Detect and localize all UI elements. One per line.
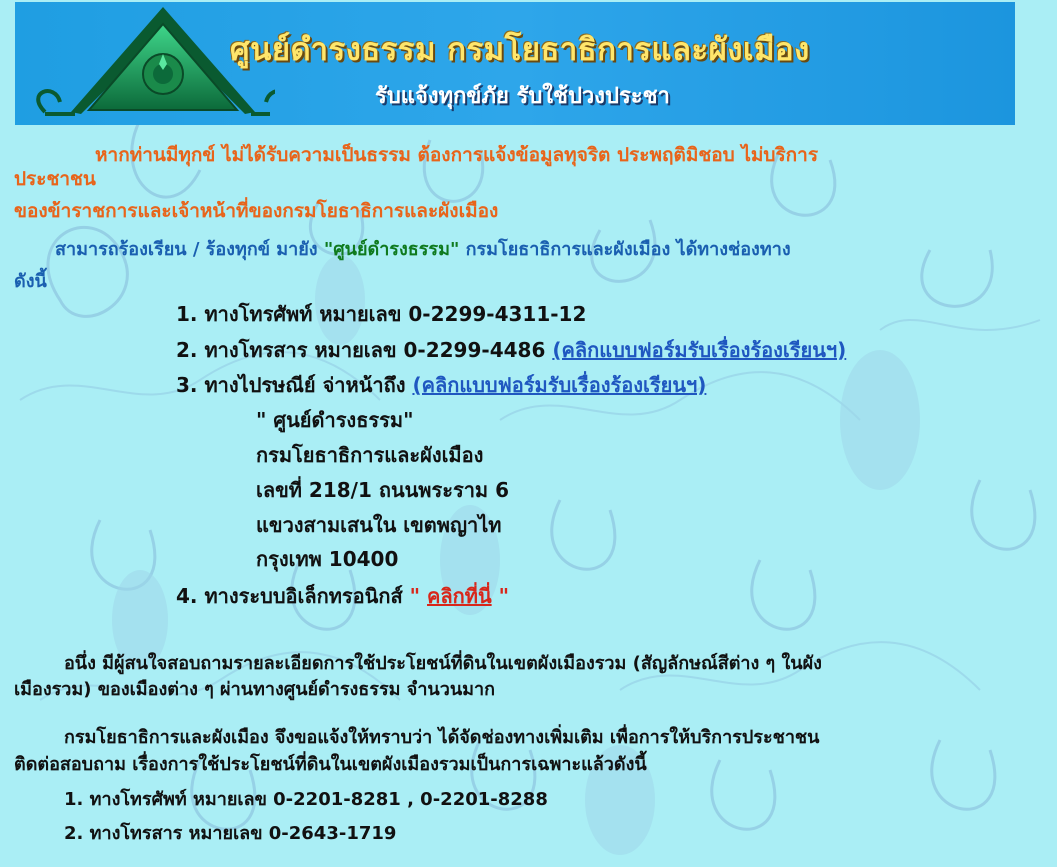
notice-para2-line1: กรมโยธาธิการและผังเมือง จึงขอแจ้งให้ทราบว่า ได้จัดช่องทางเพิ่มเติม เพื่อการให้บริการประชาชน bbox=[64, 727, 820, 748]
notice-fax: 2. ทางโทรสาร หมายเลข 0-2643-1719 bbox=[64, 823, 397, 844]
channel-fax-text: 2. ทางโทรสาร หมายเลข 0-2299-4486 bbox=[176, 338, 553, 362]
channels-intro-highlight: "ศูนย์ดำรงธรรม" bbox=[323, 239, 460, 260]
notice-phone: 1. ทางโทรศัพท์ หมายเลข 0-2201-8281 , 0-2201-8288 bbox=[64, 789, 548, 810]
address-line-5: กรุงเทพ 10400 bbox=[256, 547, 399, 571]
channels-intro bbox=[55, 234, 791, 263]
channels-intro-prefix: สามารถร้องเรียน / ร้องทุกข์ มายัง bbox=[55, 239, 324, 260]
banner-subtitle: รับแจ้งทุกข์ภัย รับใช้ปวงประชา bbox=[375, 84, 670, 109]
notice-para1-line2: เมืองรวม) ของเมืองต่าง ๆ ผ่านทางศูนย์ดำรงธรรม จำนวนมาก bbox=[14, 679, 496, 700]
channel-electronic bbox=[176, 580, 509, 612]
post-form-link[interactable]: (คลิกแบบฟอร์มรับเรื่องร้องเรียนฯ) bbox=[412, 373, 707, 397]
intro-line-2: ประชาชน bbox=[14, 168, 96, 190]
channel-post bbox=[176, 369, 706, 401]
channel-fax bbox=[176, 334, 846, 366]
intro-line-1: หากท่านมีทุกข์ ไม่ได้รับความเป็นธรรม ต้องการแจ้งข้อมูลทุจริต ประพฤติมิชอบ ไม่บริการ bbox=[95, 144, 819, 166]
channel-phone: 1. ทางโทรศัพท์ หมายเลข 0-2299-4311-12 bbox=[176, 302, 587, 326]
channel-post-text: 3. ทางไปรษณีย์ จ่าหน้าถึง bbox=[176, 373, 413, 397]
electronic-click-here-link[interactable]: คลิกที่นี่ bbox=[427, 584, 492, 608]
electronic-quote-close: " bbox=[491, 584, 510, 608]
notice-para1-line1: อนึ่ง มีผู้สนใจสอบถามรายละเอียดการใช้ประโยชน์ที่ดินในเขตผังเมืองรวม (สัญลักษณ์สีต่าง ๆ ในผัง bbox=[64, 653, 822, 674]
address-line-4: แขวงสามเสนใน เขตพญาไท bbox=[256, 513, 502, 537]
notice-para2-line2: ติดต่อสอบถาม เรื่องการใช้ประโยชน์ที่ดินในเขตผังเมืองรวมเป็นการเฉพาะแล้วดังนี้ bbox=[14, 754, 647, 775]
intro-line-3: ของข้าราชการและเจ้าหน้าที่ของกรมโยธาธิการและผังเมือง bbox=[14, 200, 499, 222]
electronic-quote-open: " bbox=[409, 584, 428, 608]
channel-electronic-text: 4. ทางระบบอิเล็กทรอนิกส์ bbox=[176, 584, 410, 608]
address-line-2: กรมโยธาธิการและผังเมือง bbox=[256, 443, 484, 467]
address-line-3: เลขที่ 218/1 ถนนพระราม 6 bbox=[256, 478, 509, 502]
channels-intro-suffix: กรมโยธาธิการและผังเมือง ได้ทางช่องทาง bbox=[459, 239, 791, 260]
banner-title: ศูนย์ดำรงธรรม กรมโยธาธิการและผังเมือง bbox=[230, 32, 810, 68]
channels-intro-line-2: ดังนี้ bbox=[14, 271, 47, 292]
fax-form-link[interactable]: (คลิกแบบฟอร์มรับเรื่องร้องเรียนฯ) bbox=[552, 338, 847, 362]
address-line-1: " ศูนย์ดำรงธรรม" bbox=[256, 408, 414, 432]
header-banner bbox=[15, 2, 1015, 125]
